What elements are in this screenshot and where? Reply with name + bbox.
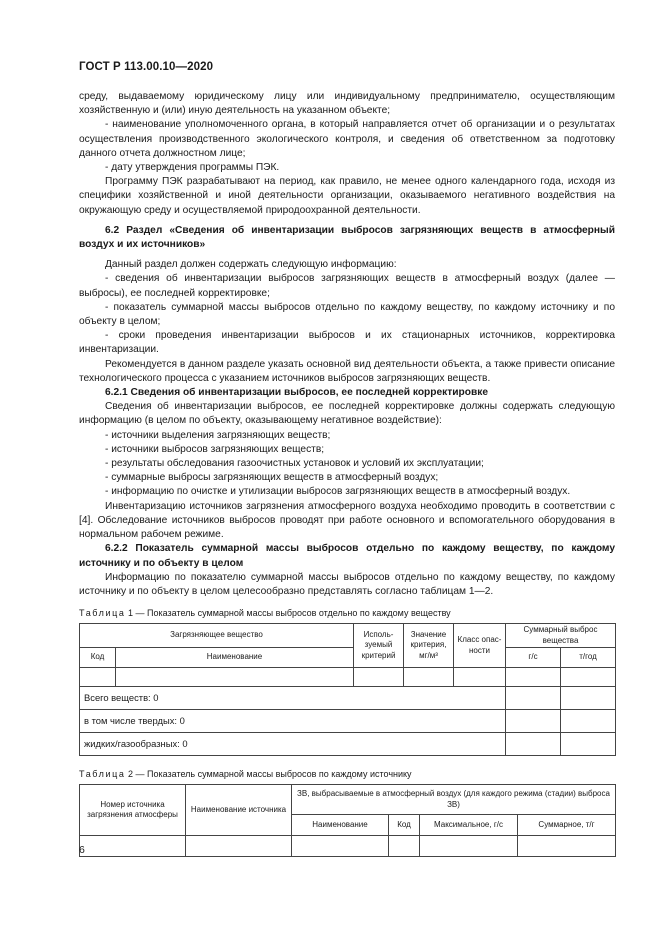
paragraph: Сведения об инвентаризации выбросов, ее последней корректировке должны содержать следующую информацию (в целом по объекту, оказывающему негативное воздействие): xyxy=(79,401,615,427)
paragraph: Данный раздел должен содержать следующую информацию: xyxy=(105,259,397,271)
table-row xyxy=(80,668,616,687)
list-item: - суммарные выбросы загрязняющих веществ в атмосферный воздух; xyxy=(105,472,439,484)
paragraph: среду, выдаваемому юридическому лицу или индивидуальному предпринимателю, осуществляющим хозяйственную и (или) иную деятельность на указанном объекте; xyxy=(79,91,615,117)
total-cell: жидких/газообразных: 0 xyxy=(80,733,506,756)
paragraph: - дату утверждения программы ПЭК. xyxy=(105,162,280,174)
header-cell: Код xyxy=(80,648,116,668)
header-cell: т/год xyxy=(561,648,616,668)
section-heading-6-2-1: 6.2.1 Сведения об инвентаризации выбросов, ее последней корректировке xyxy=(105,387,488,399)
paragraph: Рекомендуется в данном разделе указать основной вид деятельности объекта, а также привести описание технологического процесса с указанием источников выбросов загрязняющих веществ. xyxy=(79,358,615,384)
header-cell: Номер источника загрязнения атмосферы xyxy=(80,785,186,836)
paragraph: Программу ПЭК разрабатывают на период, как правило, не менее одного календарного года, исходя из специфики хозяйственной и иной деятельности организации, оказываемого негативного воздействия на окружающую среду и осуществляемой природоохранной деятельности. xyxy=(79,176,615,216)
section-heading-6-2-2: 6.2.2 Показатель суммарной массы выбросов отдельно по каждому веществу, по каждому источнику и по объекту в целом xyxy=(79,543,615,569)
header-cell: Суммарное, т/г xyxy=(518,815,616,836)
paragraph: - наименование уполномоченного органа, в который направляется отчет об организации и о результатах осуществления производственного экологического контроля, и сведения об ответственном за подготовку данного отчета должностном лице; xyxy=(79,119,615,159)
page-number: 6 xyxy=(79,844,85,856)
header-cell: Максимальное, г/с xyxy=(420,815,518,836)
header-cell: Значение критерия, мг/м³ xyxy=(404,624,454,668)
table1-caption: Таблица 1 — Показатель суммарной массы выбросов отдельно по каждому веществу xyxy=(79,608,451,619)
paragraph: - показатель суммарной массы выбросов отдельно по каждому веществу, по каждому источнику и по объекту в целом; xyxy=(79,301,615,328)
table1 xyxy=(79,623,616,756)
document-header: ГОСТ Р 113.00.10—2020 xyxy=(79,61,214,73)
paragraph: Информацию по показателю суммарной массы выбросов отдельно по каждому веществу, по каждому источнику и по объекту в целом целесообразно представлять согласно таблицам 1—2. xyxy=(79,571,615,597)
header-cell: ЗВ, выбрасываемые в атмосферный воздух (для каждого режима (стадии) выброса ЗВ) xyxy=(292,785,616,815)
total-cell: Всего веществ: 0 xyxy=(80,687,506,710)
paragraph: Инвентаризацию источников загрязнения атмосферного воздуха необходимо проводить в соответствии с [4]. Обследование источников выбросов проводят при работе основного и вспомогательного оборудования в нормальном рабочем режиме. xyxy=(79,500,615,541)
list-item: - информацию по очистке и утилизации выбросов загрязняющих веществ в атмосферный воздух. xyxy=(105,486,571,498)
header-cell: Код xyxy=(389,815,420,836)
table-row xyxy=(80,836,616,857)
header-cell: Наименование xyxy=(292,815,389,836)
paragraph: - сроки проведения инвентаризации выбросов и их стационарных источников, корректировка инвентаризации. xyxy=(79,330,615,356)
list-item: - результаты обследования газоочистных установок и условий их эксплуатации; xyxy=(105,458,484,470)
list-item: - источники выбросов загрязняющих веществ; xyxy=(105,443,325,455)
paragraph: - сведения об инвентаризации выбросов загрязняющих веществ в атмосферный воздух (далее — выбросы), ее последней корректировке; xyxy=(79,273,615,299)
header-cell: Суммарный выброс вещества xyxy=(506,624,616,648)
total-cell: в том числе твердых: 0 xyxy=(80,710,506,733)
header-cell: г/с xyxy=(506,648,561,668)
header-cell: Загрязняющее вещество xyxy=(80,624,354,648)
header-cell: Наименование источника xyxy=(186,785,292,836)
header-cell: Наименование xyxy=(116,648,354,668)
table-row xyxy=(80,687,616,710)
header-cell: Исполь-зуемый критерий xyxy=(354,624,404,668)
table-row xyxy=(80,733,616,756)
table2 xyxy=(79,784,616,857)
section-heading-6-2: 6.2 Раздел «Сведения об инвентаризации выбросов загрязняющих веществ в атмосферный воздух и их источников» xyxy=(79,224,615,251)
document-body xyxy=(79,90,615,857)
table2-caption: Таблица 2 — Показатель суммарной массы выбросов по каждому источнику xyxy=(79,769,412,780)
list-item: - источники выделения загрязняющих веществ; xyxy=(105,429,331,441)
table-row xyxy=(80,710,616,733)
header-cell: Класс опас-ности xyxy=(454,624,506,668)
